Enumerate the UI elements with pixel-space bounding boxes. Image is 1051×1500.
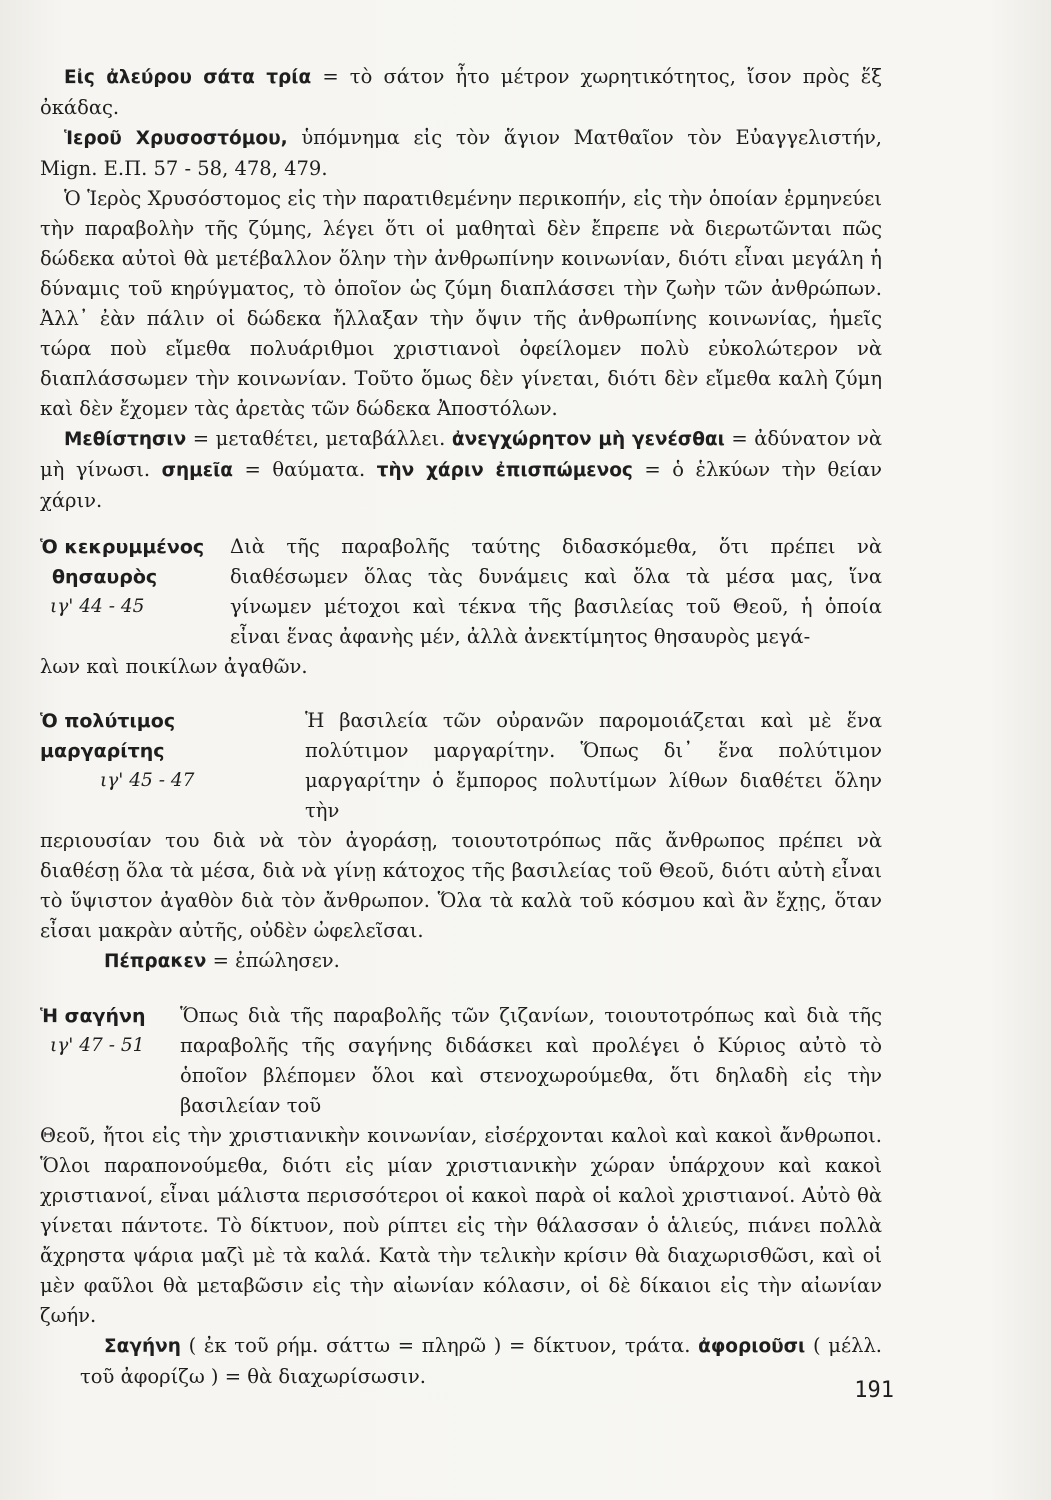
gloss-methistesin: = μεταθέτει, μεταβάλλει. (186, 427, 452, 450)
gloss-aphoriousi: ( μέλλ. τοῦ ἀφορίζω ) = θὰ διαχωρίσωσιν. (80, 1334, 882, 1388)
section-heading (40, 706, 305, 826)
term-aphoriousi: ἀφοριοῦσι (698, 1336, 806, 1357)
section-continuation: Θεοῦ, ἤτοι εἰς τὴν χριστιανικὴν κοινωνίαν, εἰσέρχονται καλοὶ καὶ κακοὶ ἄνθρωποι. Ὅλοι παραπονούμεθα, διότι εἰς μίαν χριστιανικὴν χώραν ὑπάρχουν καὶ κακοὶ χριστιανοί, εἶναι μάλιστα περισσότεροι οἱ κακοὶ παρὰ οἱ καλοὶ χριστιανοί. Αὐτὸ θὰ γίνεται πάντοτε. Τὸ δίκτυον, ποὺ ρίπτει εἰς τὴν θάλασσαν ὁ ἁλιεύς, πιάνει πολλὰ ἄχρηστα ψάρια μαζὶ μὲ τὰ καλά. Κατὰ τὴν τελικὴν κρίσιν θὰ διαχωρισθῶσι, καὶ οἱ μὲν φαῦλοι θὰ μεταβῶσιν εἰς τὴν αἰωνίαν κόλασιν, οἱ δὲ δίκαιοι εἰς τὴν αἰωνίαν ζωήν. (40, 1124, 882, 1327)
section-body: Ἡ βασιλεία τῶν οὐρανῶν παρομοιάζεται καὶ μὲ ἕνα πολύτιμον μαργαρίτην. Ὅπως δι᾽ ἕνα πολύτιμον μαργαρίτην ὁ ἔμπορος πολυτίμων λίθων διαθέτει ὅλην τὴν (305, 709, 882, 822)
section-body: Ὅπως διὰ τῆς παραβολῆς τῶν ζιζανίων, τοιουτοτρόπως καὶ διὰ τῆς παραβολῆς τῆς σαγήνης διδάσκει καὶ προλέγει ὁ Κύριος αὐτὸ τὸ ὁποῖον βλέπομεν ὅλοι καὶ στενοχωρούμεθα, ὅτι δηλαδὴ εἰς τὴν βασιλείαν τοῦ (180, 1004, 882, 1117)
paragraph-chrysostom-ref (40, 123, 882, 184)
term-sata: Εἰς ἀλεύρου σάτα τρία (64, 67, 312, 88)
main-text (40, 62, 882, 1392)
gloss-peprakeν: = ἐπώλησεν. (206, 949, 340, 972)
spacer (40, 682, 882, 698)
section-hidden-treasure (40, 532, 882, 652)
term-semeia: σημεῖα (161, 460, 234, 481)
paragraph-sata (40, 62, 882, 123)
chrysostom-reference: ὑπόμνημα εἰς τὸν ἅγιον Ματθαῖον τὸν Εὐαγγελιστήν, Mign. Ε.Π. 57 - 58, 478, 479. (40, 126, 882, 180)
heading-title: Ἡ σαγήνη (40, 1005, 146, 1027)
spacer (40, 993, 882, 1001)
section-precious-pearl (40, 706, 882, 826)
spacer (40, 977, 882, 993)
gloss-sagene: ( ἐκ τοῦ ρήμ. σάττω = πληρῶ ) = δίκτυον, τράτα. (180, 1334, 699, 1357)
gloss-anenchoreton: = ἀδύνατον νὰ μὴ γίνωσι. (40, 427, 882, 481)
gloss-charin: = ὁ ἑλκύων τὴν θείαν χάριν. (40, 458, 882, 512)
spacer (40, 698, 882, 706)
section-net (40, 1001, 882, 1121)
heading-line-2: θησαυρὸς (52, 566, 158, 588)
section-continuation: περιουσίαν του διὰ νὰ τὸν ἀγοράσῃ, τοιουτοτρόπως πᾶς ἄνθρωπος πρέπει νὰ διαθέσῃ ὅλα τὰ μέσα, διὰ νὰ γίνῃ κάτοχος τῆς βασιλείας τοῦ Θεοῦ, διότι αὐτὴ εἶναι τὸ ὕψιστον ἀγαθὸν διὰ τὸν ἄνθρωπον. Ὅλα τὰ καλὰ τοῦ κόσμου καὶ ἂν ἔχῃς, ὅταν εἶσαι μακρὰν αὐτῆς, οὐδὲν ὠφελεῖσαι. (40, 829, 882, 942)
paragraph-glossary (40, 424, 882, 516)
term-chrysostom: Ἱεροῦ Χρυσοστόμου, (64, 128, 288, 149)
heading-line-1: Ὁ κεκρυμμένος (40, 536, 205, 558)
section-body: Διὰ τῆς παραβολῆς ταύτης διδασκόμεθα, ὅτι πρέπει νὰ διαθέσωμεν ὅλας τὰς δυνάμεις καὶ ὅλα τὰ μέσα μας, ἵνα γίνωμεν μέτοχοι καὶ τέκνα τῆς βασιλείας τοῦ Θεοῦ, ἡ ὁποία εἶναι ἕνας ἀφανὴς μέν, ἀλλὰ ἀνεκτίμητος θησαυρὸς μεγά- (230, 535, 882, 648)
term-peprakeν: Πέπρακεν (104, 951, 207, 972)
gloss-sata: = τὸ σάτον ἦτο μέτρον χωρητικότητος, ἴσον πρὸς ἕξ ὀκάδας. (40, 65, 883, 119)
spacer (40, 516, 882, 532)
verse-reference: ιγ' 47 - 51 (50, 1035, 145, 1056)
verse-reference: ιγ' 45 - 47 (100, 770, 195, 791)
section-continuation: λων καὶ ποικίλων ἀγαθῶν. (40, 655, 308, 678)
term-anenchoreton: ἀνεγχώρητον μὴ γενέσθαι (451, 429, 725, 450)
heading-title: Ὁ πολύτιμος μαργαρίτης (40, 710, 176, 762)
verse-reference: ιγ' 44 - 45 (50, 596, 145, 617)
term-methistesin: Μεθίστησιν (64, 429, 187, 450)
paragraph-commentary: Ὁ Ἱερὸς Χρυσόστομος εἰς τὴν παρατιθεμένην περικοπήν, εἰς τὴν ὁποίαν ἑρμηνεύει τὴν παραβολὴν τῆς ζύμης, λέγει ὅτι οἱ μαθηταὶ δὲν ἔπρεπε νὰ διερωτῶνται πῶς δώδεκα αὐτοὶ θὰ μετέβαλλον ὅλην τὴν ἀνθρωπίνην κοινωνίαν, διότι εἶναι μεγάλη ἡ δύναμις τοῦ κηρύγματος, τὸ ὁποῖον ὡς ζύμη διαπλάσσει τὴν ζωὴν τῶν ἀνθρώπων. Ἀλλ᾽ ἐὰν πάλιν οἱ δώδεκα ἤλλαξαν τὴν ὄψιν τῆς ἀνθρωπίνης κοινωνίας, ἡμεῖς τώρα ποὺ εἴμεθα πολυάριθμοι χριστιανοὶ ὀφείλομεν πολὺ εὐκολώτερον νὰ διαπλάσσωμεν τὴν κοινωνίαν. Τοῦτο ὅμως δὲν γίνεται, διότι δὲν εἴμεθα καλὴ ζύμη καὶ δὲν ἔχομεν τὰς ἀρετὰς τῶν δώδεκα Ἀποστόλων. (40, 187, 882, 420)
gloss-semeia: = θαύματα. (233, 458, 377, 481)
section-heading (40, 1001, 180, 1121)
paragraph-peprakeν (40, 946, 882, 977)
paragraph-sagene-gloss (40, 1331, 882, 1392)
term-charin: τὴν χάριν ἐπισπώμενος (376, 460, 633, 481)
term-sagene: Σαγήνη (104, 1336, 181, 1357)
page-number: 191 (854, 1378, 894, 1403)
section-heading (40, 532, 230, 652)
